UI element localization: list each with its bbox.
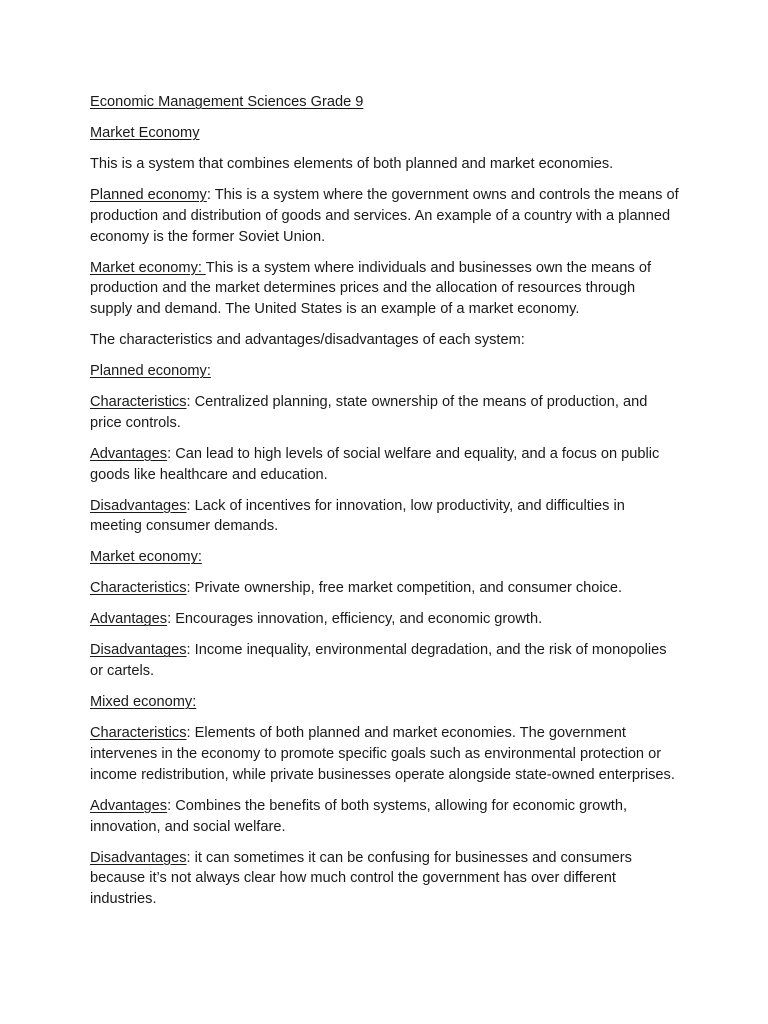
mixed-characteristics <box>90 723 680 785</box>
planned-characteristics <box>90 392 680 434</box>
characteristics-text: : Elements of both planned and market economies. The government intervenes in the economy to promote specific goals such as environmental protection or income redistribution, while private businesses operate alongside state-owned enterprises. <box>90 725 675 783</box>
subtitle-text: Market Economy <box>90 124 200 141</box>
characteristics-term: Characteristics <box>90 580 187 597</box>
disadvantages-text: : Lack of incentives for innovation, low productivity, and difficulties in meeting consumer demands. <box>90 497 625 535</box>
planned-economy-definition <box>90 185 680 247</box>
planned-economy-term: Planned economy <box>90 186 207 203</box>
advantages-text: : Combines the benefits of both systems, allowing for economic growth, innovation, and social welfare. <box>90 797 628 835</box>
market-advantages <box>90 609 680 630</box>
characteristics-text: : Private ownership, free market competition, and consumer choice. <box>186 580 623 597</box>
section-heading-text: Planned economy: <box>90 363 211 380</box>
intro-paragraph: This is a system that combines elements of both planned and market economies. <box>90 155 614 172</box>
section-heading-mixed <box>90 692 680 713</box>
characteristics-text: : Centralized planning, state ownership of the means of production, and price controls. <box>90 394 648 431</box>
document-body <box>90 92 680 920</box>
mixed-disadvantages <box>90 848 680 910</box>
disadvantages-text: : it can sometimes it can be confusing for businesses and consumers because it’s not always clear how much control the government has over different industries. <box>90 849 632 908</box>
market-economy-definition <box>90 258 680 320</box>
mixed-advantages <box>90 796 680 838</box>
market-economy-text: This is a system where individuals and businesses own the means of production and the market determines prices and the allocation of resources through supply and demand. The United States is an example of a market economy. <box>90 259 652 318</box>
planned-disadvantages <box>90 496 680 538</box>
planned-economy-text: : This is a system where the government owns and controls the means of production and distribution of goods and services. An example of a country with a planned economy is the former Soviet Union. <box>90 186 679 245</box>
advantages-term: Advantages <box>90 611 168 628</box>
advantages-term: Advantages <box>90 797 168 814</box>
disadvantages-term: Disadvantages <box>90 642 187 659</box>
section-heading-market <box>90 547 680 568</box>
section-heading-text: Market economy: <box>90 549 202 566</box>
section-heading-text: Mixed economy: <box>90 694 197 711</box>
document-title <box>90 92 680 113</box>
market-characteristics <box>90 578 680 599</box>
document-subtitle <box>90 123 680 144</box>
advantages-text: : Encourages innovation, efficiency, and economic growth. <box>167 611 543 628</box>
advantages-text: : Can lead to high levels of social welfare and equality, and a focus on public goods like healthcare and education. <box>90 445 660 483</box>
overview-paragraph: The characteristics and advantages/disadvantages of each system: <box>90 332 525 349</box>
section-heading-planned <box>90 361 680 382</box>
disadvantages-term: Disadvantages <box>90 849 187 866</box>
disadvantages-text: : Income inequality, environmental degradation, and the risk of monopolies or cartels. <box>90 642 667 680</box>
advantages-term: Advantages <box>90 445 168 462</box>
market-disadvantages <box>90 640 680 682</box>
characteristics-term: Characteristics <box>90 725 187 742</box>
planned-advantages <box>90 444 680 486</box>
disadvantages-term: Disadvantages <box>90 497 187 514</box>
characteristics-term: Characteristics <box>90 394 187 411</box>
market-economy-term: Market economy: <box>90 259 206 276</box>
title-text: Economic Management Sciences Grade 9 <box>90 94 364 110</box>
